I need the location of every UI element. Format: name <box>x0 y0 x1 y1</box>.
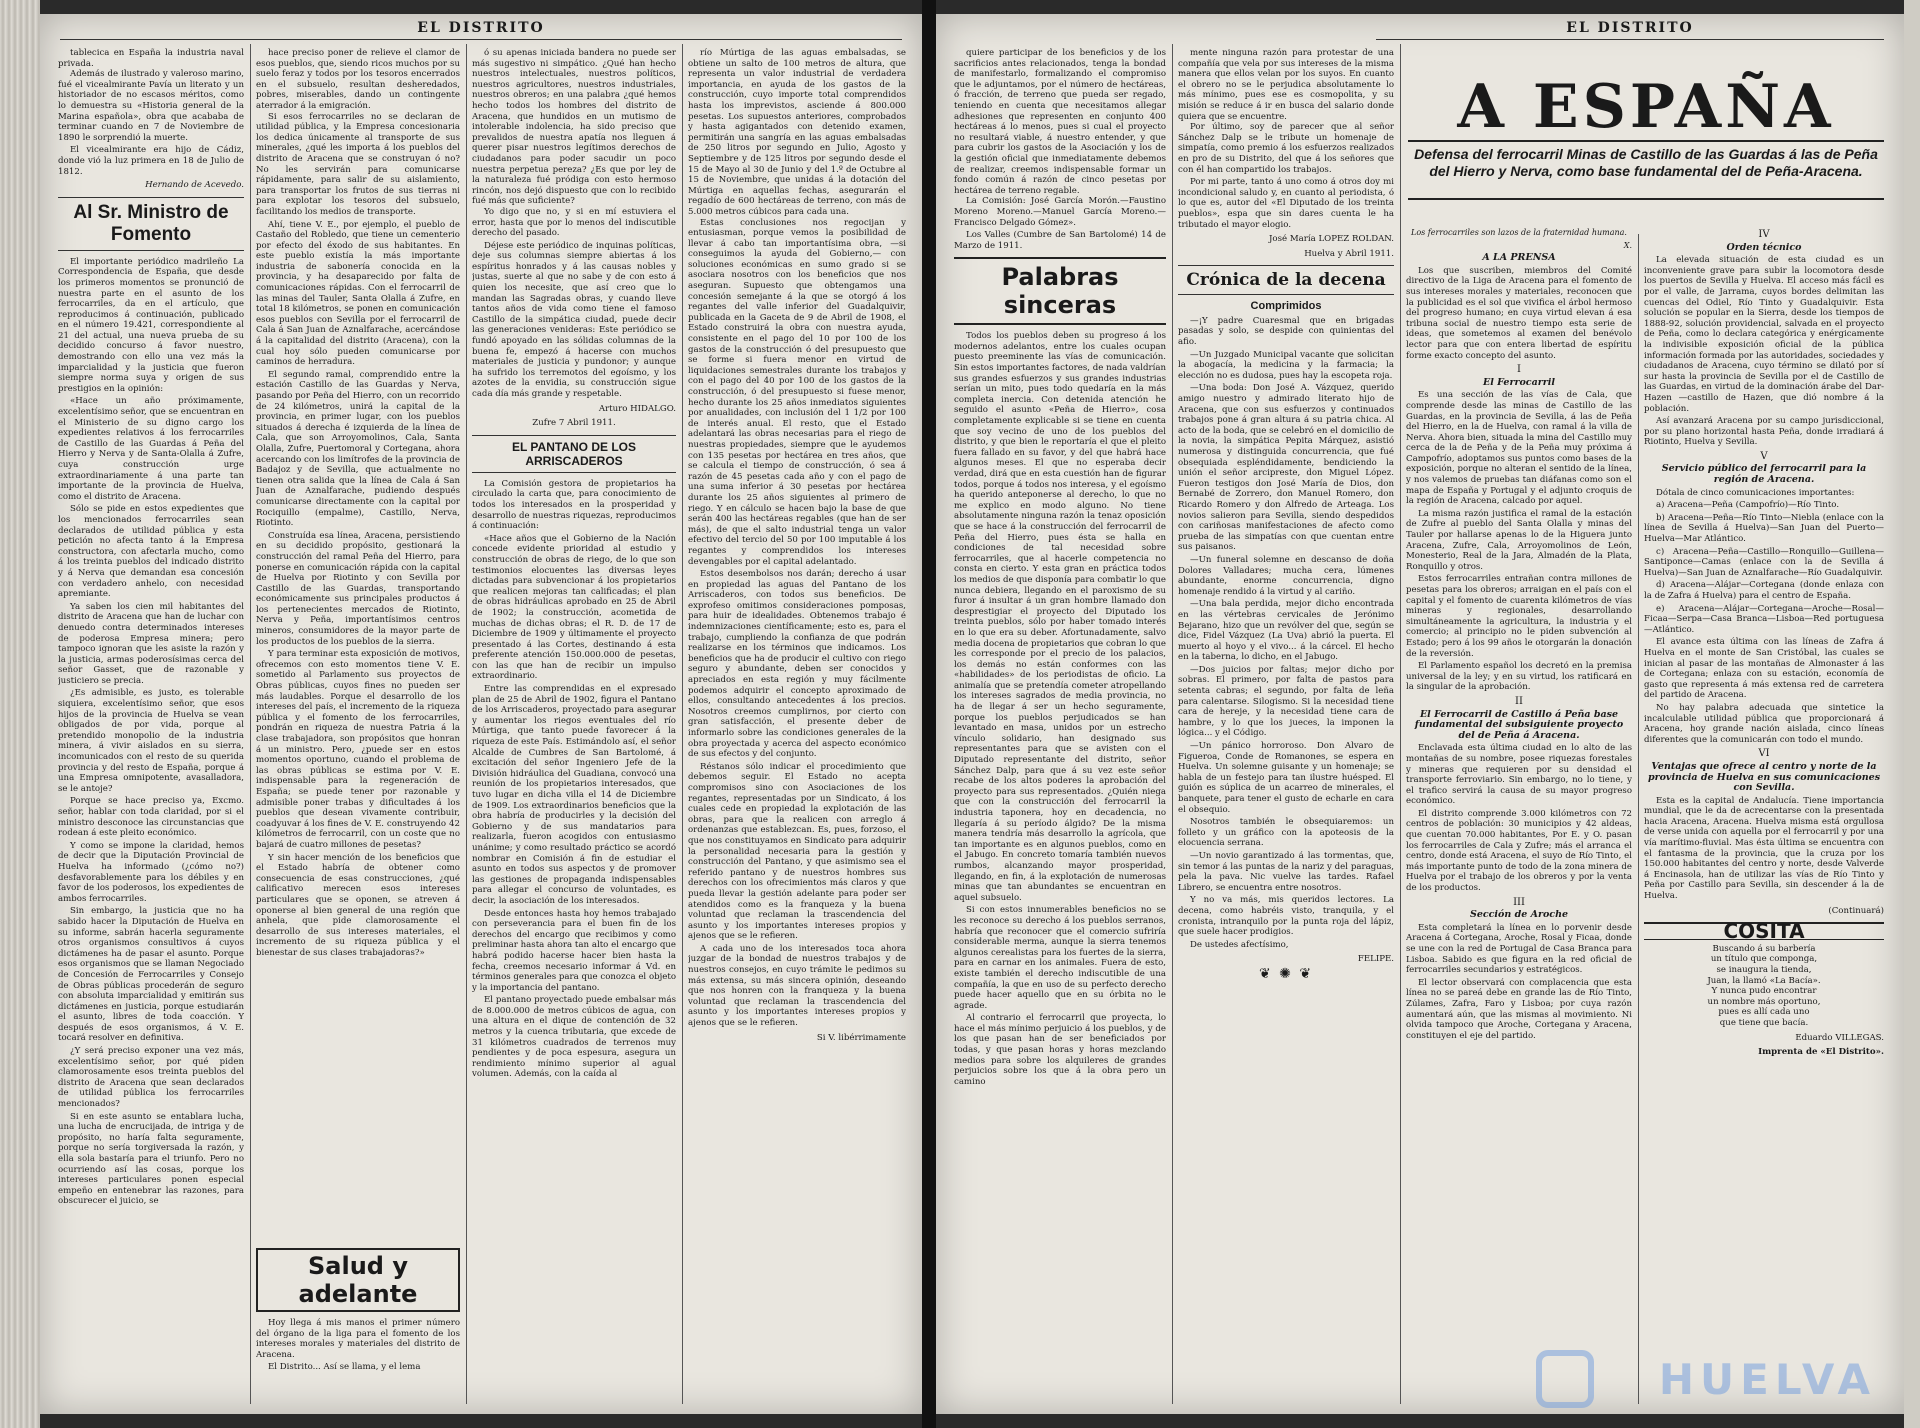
paragraph: Si esos ferrocarriles no se declaran de utilidad pública, y la Empresa concesionaria los dedica únicamente al transporte de sus minerales, ¿qué les importa á los pueblos del distrito de Aracena que se construyan ó no? No les servirán para comunicarse rápidamente, para salir de su aislamiento, para transportar los frutos de sus tierras ni para explotar los tesoros del subsuelo, facilitando los medios de transporte. <box>256 111 460 217</box>
paragraph: Y no va más, mis queridos lectores. La decena, como habréis visto, tranquila, y el cronista, intranquilo por la punta roja del lápiz, que suele hacer prodigios. <box>1178 895 1394 938</box>
paragraph: El pantano proyectado puede embalsar más de 8.000.000 de metros cúbicos de agua, con una altura en el dique de contención de 32 metros y la cuenca tributaria, que excede de 31 kilómetros cuadrados de terrenos muy pendientes y de poca espesura, asegura un rendimiento mínimo superior al agual volumen. Además, con la caída al <box>472 995 676 1080</box>
paragraph: El vicealmirante era hijo de Cádiz, donde vió la luz primera en 18 de Julio de 1812. <box>58 145 244 177</box>
paragraph: a) Aracena—Peña (Campofrío)—Río Tinto. <box>1656 500 1840 511</box>
page-edge <box>1904 0 1920 1428</box>
paragraph: ¿Es admisible, es justo, es tolerable siquiera, excelentísimo señor, que esos hijos de la provincia de Huelva se vean obligados de por vida, porque al pretendido monopolio de la industria minera, á vivir aislados en su sierra, incomunicados con el resto de su querida provincia y del resto de España, porque á una Empresa omnipotente, avasalladora, se le antoje? <box>58 688 244 794</box>
paragraph: Estas conclusiones nos regocijan y entusiasman, porque vemos la posibilidad de llevar á cabo tan importantísima obra, —si conseguimos la ayuda del Gobierno,— con soluciones económicas en sumo grado si se asociara nosotros con los beneficios que nos aseguran. Supuesto que obtengamos una concesión semejante á la que se otorgó á los regantes del valle inferior del Guadalquivir, publicada en la Gaceta de 9 de Abril de 1908, el Estado construirá la obra con nuestra ayuda, consistente en el pago del 10 por 100 de los gastos de la construcción ó del presupuesto que se forme si fuera menor en virtud de liquidaciones semestrales durante los trabajos y con el pago del 40 por 100 de los gastos de la construcción, ó del presupuesto si fuese menor, hecho durante los 25 años inmediatos siguientes por anualidades, con inclusión del 1 1/2 por 100 de interés anual. El resto, que el Estado adelantará las obras necesarias para el riego de nuestras propiedades, siempre que le ayudemos con 135 pesetas por hectárea en tres años, que se calcula el tiempo de construcción, ó sea á razón de 45 pesetas cada año y con el pago de una suma inferior á 30 pesetas por hectárea durante los 25 años siguientes al primero de riego. Y en cálculo se hacen bajo la base de que serán 400 las hectáreas regables (que han de ser más), de que el salto industrial tenga un valor efectivo del tercio del 50 por 100 imputable á los regantes y comprendidos los intereses devengables por el capital adelantado. <box>688 217 906 567</box>
banner-title: A ESPAÑA <box>1408 74 1884 142</box>
paragraph: Estos ferrocarriles entrañan contra millones de pesetas para los obreros; arraigan en el país con el capital y el fomento de cuarenta kilómetros de vías mineras y regionales, desarrollando simultáneamente la agricultura, la industria y el comercio; al principio no le piden subvención al Estado; pero á los 99 años le otorgarán la donación de la reversión. <box>1406 574 1632 659</box>
paragraph: De ustedes afectísimo, <box>1190 939 1289 950</box>
left-column-1 <box>58 48 244 1404</box>
paragraph: Y como se impone la claridad, hemos de decir que la Diputación Provincial de Huelva ha informado (¿cómo no?) desfavorablemente para los débiles y en favor de los poderosos, los expedientes de ambos ferrocarriles. <box>58 840 244 904</box>
page-stack-edge <box>0 0 40 1428</box>
article-heading-salud: Salud y adelante <box>256 1248 460 1312</box>
paragraph: Estos desembolsos nos darán; derecho á usar en propiedad las aguas del Pantano de los Arriscaderos, con todos sus beneficios. De exprofeso omitimos consideraciones pomposas, para huir de idealidades. Obtenemos trabajo é indemnizaciones científicamente; esto es, para el trabajo, cumpliendo la confianza de que podrán realizarse en los términos que indicamos. Los beneficios que ha de producir el cultivo con riego seguro y abundante, deben ser conocidos y apreciados en esta región y muy fácilmente podemos adquirir el concepto aproximado de ellos, consultando antecedentes á los precios. Nosotros creemos cumplirnos, por cierto con gran satisfacción, el presente deber de informarlo sobre las condiciones generales de la obra proyectada y acerca del aspecto económico de sus efectos y del conjunto. <box>688 569 906 760</box>
paragraph: —Un Juzgado Municipal vacante que solicitan la abogacía, la medicina y la farmacia; la elección no es dudosa, pues hay la escopeta roja. <box>1178 349 1394 381</box>
paragraph: El importante periódico madrileño La Correspondencia de España, que desde los primeros momentos se pronunció de nuestra parte en el asunto de los ferrocarriles, da en el artículo, que reproducimos á continuación, publicado en el número 19.421, correspondiente al 21 del actual, una nueva prueba de su decidido concurso á favor nuestro, demostrando con ello una vez más la imparcialidad y la justicia que fueron siempre norma suya y origen de sus prestigios en la opinión: <box>58 256 244 394</box>
paragraph: Ya saben los cien mil habitantes del distrito de Aracena que han de luchar con denuedo contra determinados intereses de poderosa Empresa minera; pero tampoco ignoran que les asiste la razón y la justicia, armas poderosísimas cerca del señor Gasset, que de razonable y justiciero se precia. <box>58 601 244 686</box>
paragraph: El avance esta última con las líneas de Zafra á Huelva en el monte de San Cristóbal, las cuales se inician al pasar de las montañas de Almonaster á las de Cortegana; enlaza con su estación, economía de gasto que representa á más extensa red de carretera del partido de Aracena. <box>1644 637 1884 701</box>
ornament-icon: ❦ ✺ ❦ <box>1258 965 1314 982</box>
column-rule <box>466 44 467 1404</box>
paragraph: Además de ilustrado y valeroso marino, fué el vicealmirante Pavía un literato y un historiador de no escasos méritos, como lo demuestra su «Historia general de la Marina española», obra que acababa de terminar cuando en 7 de Noviembre de 1890 le sorprendió la muerte. <box>58 69 244 143</box>
poem-line: un nombre más oportuno, <box>1707 996 1821 1007</box>
paragraph: —Una bala perdida, mejor dicho encontrada en las vértebras cervicales de Jerónimo Bejarano, hizo que un revólver del que, según se dice, Fidel Vázquez (La Uva) abrió la puerta. El muerto al hoyo y el vivo... á la cárcel. El hecho en la taberna, lo dicho, en el Jabugo. <box>1178 599 1394 663</box>
epigraph-number: X. <box>1623 240 1632 250</box>
author-signature: FELIPE. <box>1357 954 1394 965</box>
poem-line: se inaugura la tienda, <box>1716 965 1812 975</box>
paragraph: La misma razón justifica el ramal de la estación de Zufre al pueblo del Santa Olalla y minas del Tauler por hallarse apenas lo de la Higuera junto Aracena, Zufre, Cala, Arroyomolinos de León, Monesterio, Real de la Jara, Almadén de la Plata, Ronquillo y otros. <box>1406 508 1632 572</box>
paragraph: La elevada situación de esta ciudad es un inconveniente grave para subir la locomotora desde los puertos de Sevilla y Huelva. El acceso más fácil es por el valle, de Jarrama, cuyos bordes delimitan las cuencas del Odiel, Río Tinto y Guadalquivir. Esta solución se popular en la Sierra, desde los tiempos de 1888-92, solución providencial, salvada en el proyecto de Peña, como lo declara categórica y enérgicamente la indivisible exposición oficial de la pública información formada por las autoridades, sociedades y ciudadanos de Aracena, cuyo término se dilató por sí sur hasta la provincia de Sevilla por el de Castillo de las Guardas, en virtud de la dominación árabe del Dar-Hazen —castillo de Hazen, que dió nombre á la población. <box>1644 255 1884 414</box>
poem-signature: Eduardo VILLEGAS. <box>1795 1032 1884 1043</box>
poem-line: un título que componga, <box>1710 954 1818 965</box>
poem-line: Juan, la llamó «La Bacía». <box>1707 975 1821 986</box>
poem-line: pues es allí cada uno <box>1718 1007 1810 1018</box>
left-column-2-bottom <box>256 1242 460 1404</box>
paragraph: La Comisión gestora de propietarios ha circulado la carta que, para conocimiento de todos los interesados en la prosperidad y desarrollo de nuestras riquezas, reproducimos á continuación: <box>472 478 676 532</box>
left-column-3 <box>472 48 676 1404</box>
paragraph: Réstanos sólo indicar el procedimiento que debemos seguir. El Estado no acepta compromisos sino con Asociaciones de los regantes, representadas por un Sindicato, á los cuales cede en propiedad la explotación de las obras, para que la realicen con arreglo á ordenanzas que establezcan. Es, pues, forzoso, el que nos constituyamos en Sindicato para adquirir la personalidad necesaria para la gestión y construcción del Pantano, y que asimismo sea el referido pantano y de nuestros hombres sus derechos con los ofrecimientos más claros y que pueda llevar la gestión adelante para poder ser atendidos como es la franqueza y la buena voluntad que reclaman la trascendencia del asunto y los importantes intereses propios y ajenos que se le refieren. <box>688 761 906 942</box>
right-column-3 <box>1406 226 1632 1404</box>
paragraph: Los que suscriben, miembros del Comité directivo de la Liga de Aracena para el fomento de sus intereses morales y materiales, reconocen que la publicidad es el sol que vivifica el árbol hermoso del progreso humano; en cuya virtud elevan á esa tribuna social de nuestro tiempo esta serie de ideas, que sometemos al examen del benévolo lector para que con entera libertad de espíritu forme exacto concepto del asunto. <box>1406 265 1632 361</box>
paragraph: —Un funeral solemne en descanso de doña Dolores Valladares; mucha cera, lúmenes abundante, enorme concurrencia, digno homenaje rendido á la virtud y al cariño. <box>1178 554 1394 597</box>
paragraph: —Una boda: Don José A. Vázquez, querido amigo nuestro y admirado literato hijo de Aracena, que con sus esfuerzos y continuados trabajos pone á gran altura á su patria chica. Al acto de la boda, que se celebró en el domicilio de la novia, la simpática Pepita Márquez, asistió numerosa y distinguida concurrencia, que fué obsequiada espléndidamente, bendiciendo la unión el señor arcipreste, don Miguel López. Fueron testigos don José María de Dios, don Bernabé de Zorrero, don Manuel Romero, don Ricardo Romero y don Alfredo de Arteaga. Los novios salieron para Sevilla, siendo despedidos con cariñosas manifestaciones de afecto como prueba de las simpatías con que cuentan entre sus paisanos. <box>1178 383 1394 553</box>
section-heading: Ventajas que ofrece al centro y norte de la provincia de Huelva en sus comunicaciones con Sevilla. <box>1647 760 1881 794</box>
archive-watermark <box>1536 1340 1876 1420</box>
paragraph: —Dos juicios por faltas; mejor dicho por sobras. El primero, por falta de pastos para setenta cabras; el segundo, por falta de leña para calentarse. Silogismo. Si la necesidad tiene cara de hereje, y la necesidad tiene cara de hambre, y lo que los jueces, la imponen la lógica... y el Código. <box>1178 664 1394 739</box>
article-heading-arriscaderos: EL PANTANO DE LOS ARRISCADEROS <box>472 435 676 473</box>
section-heading: Orden técnico <box>1726 241 1802 253</box>
paragraph: Esta completará la línea en lo porvenir desde Aracena á Cortegana, Aroche, Rosal y Ficaa, donde se une con la red de Portugal de Casa Branca para Lisboa. Sabido es que figura en la red oficial de ferrocarriles secundarios y estratégicos. <box>1406 922 1632 976</box>
continued-note: (Continuará) <box>1828 905 1884 916</box>
paragraph: El Parlamento español los decretó en la premisa universal de la ley; y en su virtud, los ratificará en la singular de la aprobación. <box>1406 661 1632 693</box>
paragraph: Al contrario el ferrocarril que proyecta, lo hace el más mínimo perjuicio á los pueblos, y de los que pasan han de ser beneficiados por todas, y que pasan horas y horas mezclando medios para sobre los alquileres de grandes perjuicios sobre los que á la obra pero un camino <box>954 1013 1166 1087</box>
section-number: I <box>1517 364 1521 376</box>
right-column-1 <box>954 48 1166 1404</box>
paragraph: Así avanzará Aracena por su campo jurisdiccional, por su plano horizontal hasta Peña, donde irradiará á Riotinto, Huelva y Sevilla. <box>1644 416 1884 448</box>
author-signature: José María LOPEZ ROLDAN. <box>1268 234 1394 245</box>
poem-line: Buscando á su barbería <box>1712 943 1816 954</box>
paragraph: Por mi parte, tanto á uno como á otros doy mi incondicional saludo y, en cuanto al periodista, ó lo que es, autor del «El Diputado de los treinta pueblos», espa que sin dares cuenta le ha tributado el mayor elogio. <box>1178 177 1394 230</box>
watermark-text: HUELVA <box>1658 1355 1876 1404</box>
paragraph: mente ninguna razón para protestar de una compañía que vela por sus intereses de la misma manera que ellos velan por los suyos. En cuanto el obrero no se le perjudica absolutamente lo más mínimo, pues ese es cosmopolita, y su misión se reduce á ir en busca del salario donde quiera que se encuentre. <box>1178 48 1394 122</box>
paragraph: —Un pánico horroroso. Don Alvaro de Figueroa, Conde de Romanones, se espera en Huelva. Un solemne guisante y un homenaje; se habla de un festejo para tan ilustre huésped. El guión es súplica de un acarreo de minerales, el banquete, para tener el gusto de echarle en cara el obsequio. <box>1178 741 1394 815</box>
paragraph: El segundo ramal, comprendido entre la estación Castillo de las Guardas y Nerva, pasando por Peña del Hierro, con un recorrido de 24 kilómetros, unirá la capital de la provincia, en primer lugar, con los pueblos situados á derecha é izquierda de la línea de Cala, que son Arroyomolinos, Cala, Santa Olalla, Zufre, Puertomoral y Cortegana, ahora acercando con los limítrofes de la provincia de Badajoz y de Sevilla, que actualmente no tienen otra salida que la línea de Cala á San Juan de Aznalfarache, pudiendo después comunicarse directamente con la capital por Rociquillo (empalme), Castillo, Nerva, Riotinto. <box>256 369 460 529</box>
paragraph: El lector observará con complacencia que esta línea no se pareá debe en grande las de Río Tinto, Zúlames, Zafra, Faro y Lisboa; por cuya razón aumentará aún, que las mismas al movimiento. Ni olvida tampoco que Aroche, Cortegana y Aracena, constituyen el eje del partido. <box>1406 977 1632 1041</box>
paragraph: Hoy llega á mis manos el primer número del órgano de la liga para el fomento de los intereses morales y materiales del distrito de Aracena. <box>256 1318 460 1360</box>
paragraph: Si en este asunto se entablara lucha, una lucha de encrucijada, de intriga y de propósito, no haría falta seguramente, porque no sería torgiversada la razón, y ella sola bastaría para el triunfo. Pero no ocurriendo así las cosas, porque los intereses particulares ponen especial empeño en entenebrar las razones, para obscurecer el juicio, se <box>58 1111 244 1207</box>
left-page <box>40 14 922 1414</box>
paragraph: No hay palabra adecuada que sintetice la incalculable utilidad pública que proporcionará á Aracena, hoy grande nación aislada, cinco líneas diferentes que la comunicarán con todo el mundo. <box>1644 702 1884 745</box>
paragraph: Déjese este periódico de inquinas políticas, deje sus columnas siempre abiertas á los espíritus honrados y á las causas nobles y justas, suerte al que no sabe y de con esto á quien los necesite, que así creo que lo mandan las Sagradas obras, y cuando lleve tantos años de vida como tiene el famoso Castillo de la simpática ciudad, puede decir las generaciones venideras: Este periódico se fundó apoyado en las sólidas columnas de la buena fe, empezó á hacerse con muchos materiales de justicia y pundonor; y aunque ha sufrido los terremotos del egoísmo, y los azotes de la envidia, su construcción sigue cada día más grande y respetable. <box>472 240 676 399</box>
masthead-left: EL DISTRITO <box>60 20 902 40</box>
paragraph: Y sin hacer mención de los beneficios que el Estado habría de obtener como consecuencia de esas construcciones, ¿qué calificativo merecen esos intereses particulares que se oponen, se atreven á oponerse al bien general de una región que anhela, que pide clamorosamente el desarrollo de sus intereses materiales, el incremento de su riqueza pública y el bienestar de sus clases trabajadoras?» <box>256 852 460 958</box>
paragraph: ó su apenas iniciada bandera no puede ser más sugestivo ni simpático. ¿Qué han hecho nuestros intelectuales, nuestros políticos, nuestros agricultores, nuestros industriales, nuestros obreros; en una palabra ¿qué hemos hecho todos los hombres del distrito de Aracena, que hundidos en un mutismo de intolerable indolencia, ha sido preciso que prevalidos de nuestra apatía nos lleguen á querer pisar nuestros legítimos derechos de ciudadanos para poder sacudir un poco nuestra perpetua pereza? ¿Es que por ley de la naturaleza fué pródiga con esto hermoso rincón, nos dejó dispuesto que con lo recibido fué más que suficiente? <box>472 48 676 207</box>
paragraph: Todos los pueblos deben su progreso á los modernos adelantos, entre los cuales ocupan puesto preeminente las vías de comunicación. Sin estos importantes factores, de nada valdrían sus grandes esfuerzos y sus grandes industrias serían un mito, pues todo quedaría en la más completa inercia. Con detenida atención he seguido el asunto «Peña de Hierro», cosa completamente explicable si se tiene en cuenta que soy vecino de uno de los pueblos del distrito, y que bien le reportaría el que el pleito fuera fallado en su favor, y del que habrá hace algunos meses. El que no esperaba decir verdad, dirá que en esta cuestión han de figurar todos, porque á todos nos interesa, y el egoísmo ha querido anteponerse al derecho, lo que no me explico en modo alguno. No tiene absolutamente ninguna razón la tenaz oposición que se hace á la construcción del ferrocarril de Peña del Hierro, pues ésta se halla en condiciones de tal necesidad sobre ferrocarriles, que al hacerle competencia no consta en cierto. Y esta gran en práctica todos los medios de que disponía para combatir lo que nunca debiera, llegando en el paroxismo de su furor á insultar á un gran hombre llamado don desprestigiar el proyecto del Diputado los treinta pueblos, sólo por haber tomado interés en lo que era su deber. Afortunadamente, salvo media docena de propietarios que cobran lo que les corresponde por el precio de los palacios, los demás no están conformes con las «habilidades» de los periodistas de oficio. La animalía que se pretendía cometer atropellando los intereses sagrados de media provincia, no ha de llegar á ser un hecho seguramente, porque los pueblos perjudicados se han levantado en masa, unidos por un estrecho vínculo solidario, han designado sus representantes para que se avisten con el Diputado representante del distrito, señor Sánchez Dalp, para que á su vez este señor recabe de los altos poderes la aprobación del proyecto para sus representados. ¿Quién niega que con la construcción del ferrocarril la industria taponera, hoy en decadencia, no llegaría á su período álgido? De la misma manera tendría más desarrollo la agrícola, que tan importante es en algunos pueblos, como en el Jabugo. En concreto tomaría también nuevos rumbos, alcanzando mayor prosperidad, llegando, en fin, á la explotación de numerosas minas que tan abundantes se encuentran en aquel subsuelo. <box>954 331 1166 903</box>
dateline: Huelva y Abril 1911. <box>1304 248 1394 259</box>
paragraph: «Hace años que el Gobierno de la Nación concede evidente prioridad al estudio y construcción de obras de riego, de lo que son testimonios elocuentes las diversas leyes dictadas para subvencionar á los propietarios que realicen mejoras tan calificadas; el plan de obras hidráulicas aprobado en 25 de Abril de 1902; la construcción, acometida de muchas de dichas obras; el R. D. de 17 de Diciembre de 1909 y últimamente el proyecto presentado á las Cortes, destinando á esta preferente atención 150.000.000 de pesetas, con las que han de recibir un impulso extraordinario. <box>472 533 676 682</box>
section-heading: Servicio público del ferrocarril para la región de Aracena. <box>1661 463 1867 486</box>
paragraph: La Comisión: José García Morón.—Faustino Moreno Moreno.—Manuel García Moreno.—Francisco Delgado Gómez». <box>954 196 1166 228</box>
paragraph: quiere participar de los beneficios y de los sacrificios antes relacionados, tenga la bondad de manifestarlo, formalizando el compromiso que le adjuntamos, por el número de hectáreas, ó fracción, de terreno que pueda ser regado, teniendo en cuenta que necesitamos allegar adhesiones que representen en conjunto 400 hectáreas á lo menos, pues si cual el proyecto no resultará viable, á nuestro entender, y que para cubrir los gastos de la Asociación y los de la gestión oficial que inmediatamente debemos de realizar, creemos indispensable formar un fondo común á razón de cinco pesetas por hectárea de terreno regable. <box>954 48 1166 196</box>
masthead-right: EL DISTRITO <box>1376 20 1884 40</box>
article-heading-fomento: Al Sr. Ministro de Fomento <box>58 197 244 251</box>
paragraph: Desde entonces hasta hoy hemos trabajado con perseverancia para el buen fin de los derechos del encargo que recibimos y como preliminar hasta ahora tan alto el encargo que habrá podido hacerse hacer bien hasta la fecha, creemos necesario informar á Vd. en términos generales para que conozca el objeto y la importancia del pantano. <box>472 908 676 993</box>
section-heading: El Ferrocarril de Castillo á Peña base fundamental del subsiguiente proyecto del de Peña á Aracena. <box>1414 708 1624 741</box>
paragraph: ¿Y será preciso exponer una vez más, excelentísimo señor, por qué piden clamorosamente esos treinta pueblos del distrito de Aracena que sean declarados de utilidad pública los ferrocarriles mencionados? <box>58 1046 244 1110</box>
banner-rule <box>1408 198 1884 200</box>
paragraph: Sólo se pide en estos expedientes que los mencionados ferrocarriles sean declarados de utilidad pública y esta petición no afecta tanto á la Empresa constructora, con afectarla mucho, como á los treinta pueblos del indicado distrito y á Nerva que demandan esa concesión con verdadero anhelo, con necesidad apremiante. <box>58 504 244 600</box>
paragraph: Dótala de cinco comunicaciones importantes: <box>1656 487 1855 498</box>
column-rule <box>250 44 251 1404</box>
paragraph: Y para terminar esta exposición de motivos, ofrecemos con esto momentos tiene V. E. sometido al Parlamento sus proyectos de Obras públicas, cuyos fines no pueden ser más laudables. Porque el desarrollo de los intereses del país, el incremento de la riqueza pública y el fomento de los ferrocarriles, pondrán en riqueza de nuestra Patria á la clase trabajadora, son propósitos que honran á un ministro. Pero, ¿puede ser en estos momentos oportuno, cuando el problema de las obras públicas se estima por V. E. indispensable para la regeneración de España; se puede tener por razonable y admisible poner trabas y dificultades á los pueblos que desean vivamente contribuir, coadyuvar á los fines de V. E. construyendo 42 kilómetros de ferrocarril, con un coste que no bajará de cuatro millones de pesetas? <box>256 649 460 850</box>
column-rule <box>1400 44 1401 1404</box>
column-rule <box>1172 44 1173 1404</box>
printer-imprint: Imprenta de «El Distrito». <box>1758 1047 1884 1058</box>
paragraph: «Hace un año próximamente, excelentísimo señor, que se encuentran en el Ministerio de su digno cargo los expedientes relativos á los ferrocarriles de Castillo de las Guardas á Peña del Hierro y Nerva y de Santa-Olalla á Zufre, cuya construcción urge extraordinariamente á una parte tan importante de la provincia de Huelva, como el distrito de Aracena. <box>58 396 244 502</box>
archive-logo-icon <box>1536 1350 1594 1408</box>
continuation-text: Si V. libérrimamente <box>816 1032 906 1043</box>
banner-subtitle: Defensa del ferrocarril Minas de Castillo de las Guardas á las de Peña del Hierro y Nerva, como base fundamental del de Peña-Aracena. <box>1414 146 1878 179</box>
paragraph: tablecica en España la industria naval privada. <box>58 48 244 69</box>
right-column-4 <box>1644 226 1884 1404</box>
section-subheading: Comprimidos <box>1250 300 1322 313</box>
poem-heading-cosita: COSITA <box>1644 922 1884 940</box>
author-signature: Hernando de Acevedo. <box>145 180 244 191</box>
poem-line: que tiene que bacía. <box>1719 1017 1809 1028</box>
poem-lines <box>1644 944 1884 1029</box>
paragraph: Yo digo que no, y si en mí estuviera el error, hasta que por lo menos del indiscutible derecho del pasado. <box>472 206 676 239</box>
paragraph: río Múrtiga de las aguas embalsadas, se obtiene un salto de 100 metros de altura, que representa un valor industrial de verdadera importancia, en ayuda de los gastos de la construcción, cuyo importe total comprendidos hasta los imprevistos, asciende á 800.000 pesetas. Los supuestos anteriores, comprobados y hasta agigantados con detenido examen, permitirán una sangría en las aguas embalsadas de 250 litros por segundo en Julio, Agosto y Septiembre y de 125 litros por segundo desde el 15 de Mayo al 30 de Junio y del 1.º de Octubre al 15 de Noviembre, que unidas á la dotación del Múrtiga en aquellas fechas, asegurarán el regadío de 600 hectáreas de terreno, con más de 5.000 metros cúbicos para cada una. <box>688 48 906 217</box>
paragraph: —¡Y padre Cuaresmal que en brigadas pasadas y solo, se despide con quinientas del afio. <box>1178 315 1394 348</box>
paragraph: Por último, soy de parecer que al señor Sánchez Dalp se le tribute un homenaje de simpatía, como premio á los esfuerzos realizados en pro de su Distrito, del que á los señores que con él han compartido los trabajos. <box>1178 122 1394 175</box>
paragraph: Ahí, tiene V. E., por ejemplo, el pueblo de Castaño del Robledo, que tiene un cementerio por efecto del éxodo de sus habitantes. En este pueblo existía la más importante industria de sabonería conocida en la provincia, y ha desaparecido por falta de comunicaciones rápidas. Con el ferrocarril de las minas del Tauler, Santa Olalla á Zufre, en total 18 kilómetros, se ponen en comunicación esos pueblos con Sevilla por el ferrocarril de Cala á San Juan de Aznalfarache, acercándose á la capitalidad del distrito (Aracena), con la cual hoy sólo pueden comunicarse por caminos de herradura. <box>256 219 460 368</box>
column-rule <box>1638 234 1639 1404</box>
paragraph: Enclavada esta última ciudad en lo alto de las montañas de su nombre, posee riquezas forestales y mineras que requieren por su densidad el transporte ferroviario. Sin embargo, no lo tiene, y el trafico servirá la causa de su mayor progreso económico. <box>1406 743 1632 807</box>
right-column-2 <box>1178 48 1394 1404</box>
paragraph: Sin embargo, la justicia que no ha sabido hacer la Diputación de Huelva en su informe, sabrán hacerla seguramente otros organismos consultivos á cuyos dictámenes ha de pasar el asunto. Porque esos organismos que se llaman Negociado de Concesión de Ferrocarriles y Consejo de Obras públicas procederán de seguro con absoluta imparcialidad y emitirán sus dictámenes en justicia, porque estudiarán el asunto, libres de toda coacción. Y después de esos organismos, á V. E. tocará resolver en definitiva. <box>58 906 244 1044</box>
article-heading-palabras: Palabras sinceras <box>954 257 1166 325</box>
paragraph: Esta es la capital de Andalucía. Tiene importancia mundial, que le da de acrecentarse con la presentada hacia Aracena, Aracena. Huelva misma está orgullosa de verse unida con aquella por el ferrocarril y por una vía marítimo-fluvial. Mas ésta última se encuentra con el fantasma de la provincia, que la cruza por los 150.000 habitantes del centro y norte, desde Valverde á Encinasola, han de utilizar las vías de Río Tinto y Peña por Castillo para Sevilla, sin descender á la de Huelva. <box>1644 795 1884 902</box>
left-column-2 <box>256 48 460 1234</box>
paragraph: —Un novio garantizado á las tormentas, que, sin temor á las puntas de la nariz y del paraguas, pela la pava. Nic vuelve las tardes. Rafael Librero, se encuentra entre nosotros. <box>1178 850 1394 893</box>
paragraph: e) Aracena—Alájar—Cortegana—Aroche—Rosal—Ficaa—Serpa—Casa Branca—Lisboa—Red portuguesa—Atlántico. <box>1644 603 1884 635</box>
article-heading-cronica: Crónica de la decena <box>1178 265 1394 295</box>
epigraph: Los ferrocarriles son lazos de la fraternidad humana. <box>1411 228 1627 237</box>
left-column-4 <box>688 48 906 1404</box>
paragraph: Construída esa línea, Aracena, persistiendo en su decidido propósito, gestionará la construcción del ramal Peña del Hierro, para ponerse en comunicación rápida con la capital de Huelva por Riotinto y con Sevilla por Castillo de las Guardas, transportando económicamente sus principales productos á los pertenecientes mercados de Riotinto, Nerva y Peña, importantísimos centros mineros, consumidores de la mayor parte de los productos de los pueblos de la sierra. <box>256 530 460 647</box>
section-number: III <box>1513 896 1525 908</box>
paragraph: d) Aracena—Alájar—Cortegana (donde enlaza con la de Zafra á Huelva) para el centro de España. <box>1644 580 1884 601</box>
paragraph: Es una sección de las vías de Cala, que comprende desde las minas de Castillo de las Guardas, en la provincia de Sevilla, á las de Peña del Hierro, en la de Huelva, con ramal á la villa de Nerva. Ahora bien, situada la mina del Castillo muy cerca de la de Peña y de la Peña muy próxima á Campofrío, adoptamos sus puntos como bases de la exposición, porque no alteran el sentido de la línea, y nos valemos de pruebas tan diáfanas como son el mapa de España y Portugal y el adjunto croquis de la región de Aracena, calcado por aquel. <box>1406 390 1632 507</box>
author-signature: Arturo HIDALGO. <box>598 403 676 414</box>
paragraph: hace preciso poner de relieve el clamor de esos pueblos, que, siendo ricos muchos por su suelo feraz y todos por los tesoros encerrados en el subsuelo, resultan desheredados, pobres, miserables, dando un contingente aterrador á la emigración. <box>256 48 460 111</box>
paragraph: b) Aracena—Peña—Río Tinto—Niebla (enlace con la línea de Sevilla á Huelva)—San Juan del Puerto—Huelva—Mar Atlántico. <box>1644 512 1884 545</box>
section-number: II <box>1515 695 1523 707</box>
paragraph: c) Aracena—Peña—Castillo—Ronquillo—Guillena—Santiponce—Camas (enlace con la de Sevilla á Huelva)—San Juan de Aznalfarache—Río Guadalquivir. <box>1644 546 1884 578</box>
section-number: VI <box>1758 748 1770 760</box>
center-gutter <box>922 0 936 1428</box>
section-heading: A LA PRENSA <box>1482 252 1556 264</box>
paragraph: Porque se hace preciso ya, Excmo. señor, hablar con toda claridad, por si el ministro desconoce las circunstancias que rodean á este pleito económico. <box>58 796 244 839</box>
right-page <box>936 14 1904 1414</box>
dateline: Zufre 7 Abril 1911. <box>532 418 616 429</box>
section-number: IV <box>1758 229 1770 240</box>
paragraph: Nosotros también le obsequiaremos: un folleto y un gráfico con la apoteosis de la elocuencia serrana. <box>1178 817 1394 849</box>
paragraph: El Distrito... Así se llama, y el lema <box>268 1362 421 1373</box>
section-heading: El Ferrocarril <box>1483 376 1555 388</box>
section-number: V <box>1760 450 1768 462</box>
section-heading: Sección de Aroche <box>1469 909 1569 921</box>
paragraph: Si con estos innumerables beneficios no se les reconoce su derecho á los pueblos serranos, habría que reconocer que el comercio sufriría considerable merma, aunque la sierra tenemos algunos cerealistas para los fuertes de la sierra, para en carnar en los animales. Fuera de esto, existe también el derecho indiscutible de una compañía, la que en uso de su perfecto derecho puede hacer aquello que en su órbita no le agrade. <box>954 905 1166 1011</box>
paragraph: Entre las comprendidas en el expresado plan de 25 de Abril de 1902, figura el Pantano de los Arriscaderos, proyectado para asegurar y aumentar los riegos eventuales del río Múrtiga, que tanto puede favorecer á la riqueza de este País. Estimándolo así, el señor Alcalde de Cumbres de San Bartolomé, á excitación del señor Ingeniero Jefe de la División hidráulica del Guadiana, convocó una reunión de los propietarios interesados, que tuvo lugar en dicha villa el 14 de Diciembre de 1909. Los extraordinarios beneficios que la obra habría de producirles y la decisión del Gobierno y de sus mandatarios para realizarla, fueron acogidos con entusiasmo unánime; y como resultado práctico se acordó nombrar en Comisión á fin de estudiar el asunto en todos sus aspectos y de promover las gestiones de propaganda indispensables para allegar el concurso de voluntades, es decir, la asociación de los interesados. <box>472 684 676 906</box>
paragraph: A cada uno de los interesados toca ahora juzgar de la bondad de nuestros trabajos y de nuestros consejos, en cuyo trámite le pedimos su más extensa, su más sincera opinión, deseando que nos honren con la franqueza y la buena voluntad que reclaman la trascendencia del asunto y los importantes intereses propios y ajenos que se le refieren. <box>688 943 906 1029</box>
paragraph: Los Valles (Cumbre de San Bartolomé) 14 de Marzo de 1911. <box>954 230 1166 251</box>
paragraph: El distrito comprende 3.000 kilómetros con 72 centros de población: 30 municipios y 42 aldeas, que cuentan 70.000 habitantes, Por E. y O. pasan los ferrocarriles de Cala y Zufre; más el arranca el centro, donde está Aracena, el suyo de Río Tinto, el más importante punto de todo de la zona minera de Huelva por el trabajo de los obreros y por la venta de los productos. <box>1406 808 1632 894</box>
column-rule <box>682 44 683 1404</box>
poem-line: Y nunca pudo encontrar <box>1711 986 1817 997</box>
